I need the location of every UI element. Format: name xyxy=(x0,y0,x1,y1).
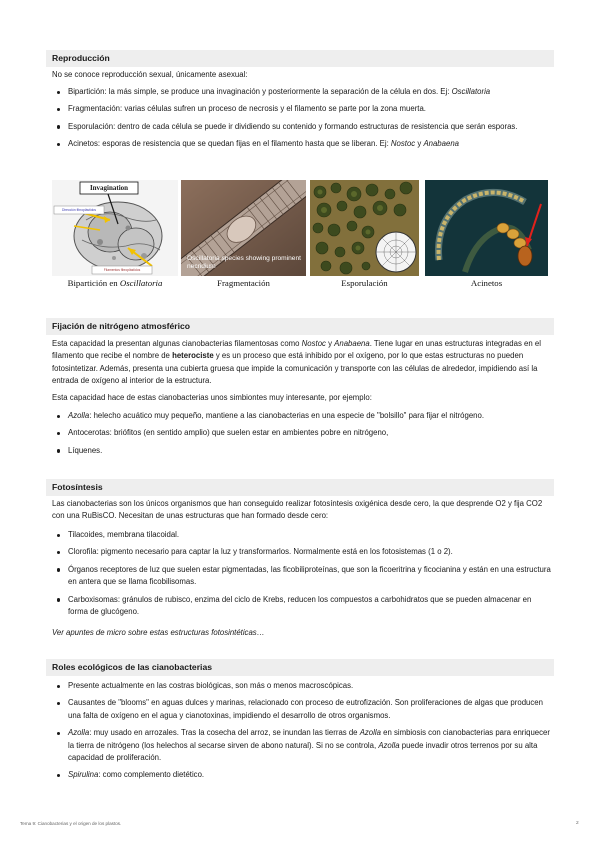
page-number: 2 xyxy=(576,821,579,826)
list-item: Bipartición: la más simple, se produce una invaginación y posteriormente la separación de la célula en dos. Ej: Oscillatoria xyxy=(52,86,552,98)
list-item: Presente actualmente en las costras biológicas, son más o menos macroscópicas. xyxy=(52,680,552,692)
footer-title: Tema 9: Cianobacterias y el origen de los plastos. xyxy=(20,821,122,826)
list-item: Tilacoides, membrana tilacoidal. xyxy=(52,529,552,541)
section-title-fijacion: Fijación de nitrógeno atmosférico xyxy=(46,318,554,335)
figure-esporulacion xyxy=(310,180,419,276)
section-title-reproduccion: Reproducción xyxy=(46,50,554,67)
fijacion-paragraph-2: Esta capacidad hace de estas cianobacterias unos simbiontes muy interesante, por ejemplo: xyxy=(52,393,372,402)
list-item: Acinetos: esporas de resistencia que se quedan fijas en el filamento hasta que se liberan. Ej: Nostoc y Anabaena xyxy=(52,138,552,150)
fotosintesis-list xyxy=(52,529,552,623)
biparticion-illustration xyxy=(52,180,178,276)
esporulacion-micrograph xyxy=(310,180,419,276)
fotosintesis-paragraph: Las cianobacterias son los únicos organismos que han conseguido realizar fotosíntesis oxigénica desde cero, la que desprende O2 y fija CO2 con una RuBisCO. Necesitan de unas estructuras que han formado desde cero: xyxy=(52,499,543,521)
list-item: Líquenes. xyxy=(52,445,552,457)
fotosintesis-note: Ver apuntes de micro sobre estas estructuras fotosintéticas… xyxy=(52,628,265,637)
list-item: Azolla: helecho acuático muy pequeño, mantiene a las cianobacterias en una especie de "bolsillo" para fijar el nitrógeno. xyxy=(52,410,552,422)
list-item: Antocerotas: briófitos (en sentido amplio) que suelen estar en ambientes pobre en nitrógeno, xyxy=(52,427,552,439)
caption-fragmentacion: Fragmentación xyxy=(217,278,270,288)
section-title-fotosintesis: Fotosíntesis xyxy=(46,479,554,496)
caption-acinetos: Acinetos xyxy=(470,278,503,288)
reproduccion-list xyxy=(52,86,552,156)
invagination-label: Invagination xyxy=(89,184,129,192)
fragmentacion-overlay-text: Oscillatoria species showing prominent necridium xyxy=(187,255,301,270)
filamentos-label: Filamentos fibroplástidos xyxy=(103,268,141,272)
roles-list xyxy=(52,680,552,787)
list-item: Causantes de "blooms" en aguas dulces y marinas, relacionado con proceso de eutrofización. Son proliferaciones de algas que producen una falta de oxígeno en el agua y cianotoxinas, impidiendo el desarrollo de otros organismos. xyxy=(52,697,552,722)
list-item: Azolla: muy usado en arrozales. Tras la cosecha del arroz, se inundan las tierras de Azolla en simbiosis con cianobacterias para enriquecer la tierra de nitrógeno (los helechos al secarse sirven de abono natural). Si no se controla, Azolla puede invadir otros terrenos por su alta capacidad de proliferación. xyxy=(52,727,552,764)
caption-esporulacion: Esporulación xyxy=(341,278,388,288)
figure-biparticion xyxy=(52,180,178,276)
figure-acinetos xyxy=(425,180,548,276)
list-item: Esporulación: dentro de cada célula se puede ir dividiendo su contenido y formando estructuras de resistencia que serán esporas. xyxy=(52,121,552,133)
list-item: Spirulina: como complemento dietético. xyxy=(52,769,552,781)
list-item: Clorofila: pigmento necesario para captar la luz y transformarlos. Normalmente está en los fotosistemas (1 o 2). xyxy=(52,546,552,558)
list-item: Fragmentación: varias células sufren un proceso de necrosis y el filamento se parte por la zona muerta. xyxy=(52,103,552,115)
direccion-label: Dirección fibroplástidos xyxy=(61,208,97,212)
fijacion-paragraph-1: Esta capacidad la presentan algunas cianobacterias filamentosas como Nostoc y Anabaena. Tiene lugar en unas estructuras integradas en el filamento que recibe el nombre de heterociste y es un proceso que está inhibido por el oxígeno, por lo que estas estructuras no pueden fotosintetizar. Además, presenta una cubierta gruesa que impide la comunicación y transporte con las células de alrededor, impidiendo así la entrada de oxígeno al interior de la estructura. xyxy=(52,339,541,386)
list-item: Carboxisomas: gránulos de rubisco, enzima del ciclo de Krebs, reducen los compuestos a carbohidratos que se pueden almacenar en forma de glucógeno. xyxy=(52,594,552,619)
caption-biparticion: Bipartición en Oscillatoria xyxy=(67,278,163,288)
list-item: Órganos receptores de luz que suelen estar pigmentadas, las ficobiliproteínas, que son la ficoeritrina y ficocianina y están en una estructura en antera que se llama ficobilisomas. xyxy=(52,564,552,589)
reproduccion-intro: No se conoce reproducción sexual, únicamente asexual: xyxy=(52,70,248,79)
section-title-roles: Roles ecológicos de las cianobacterias xyxy=(46,659,554,676)
figure-fragmentacion xyxy=(181,180,306,276)
fijacion-list xyxy=(52,410,552,462)
acinetos-micrograph xyxy=(425,180,548,276)
